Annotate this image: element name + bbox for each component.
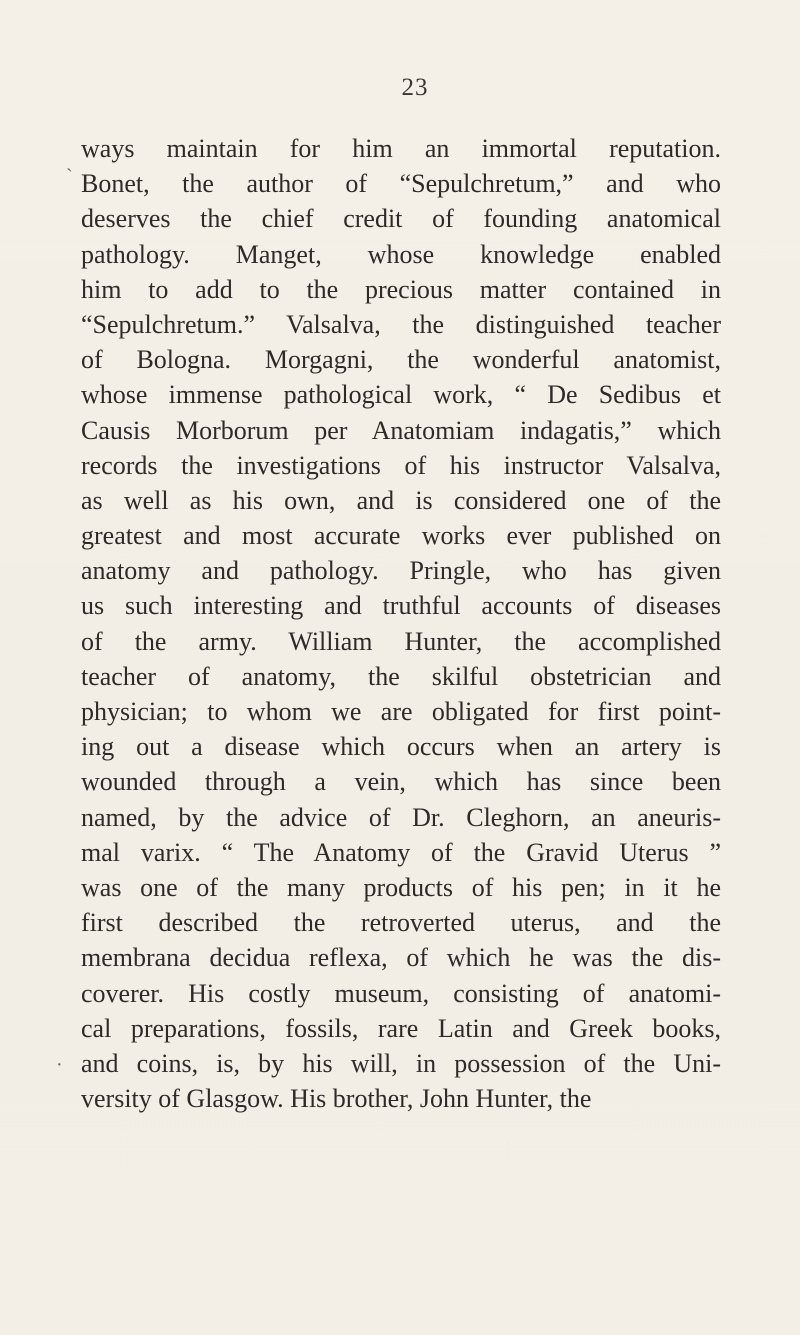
text-line: mal varix. “ The Anatomy of the Gravid Uterus ” bbox=[81, 837, 721, 867]
text-line: first described the retroverted uterus, and the bbox=[81, 908, 721, 938]
text-line: coverer. His costly museum, consisting of anatomi- bbox=[81, 978, 721, 1008]
margin-dot: · bbox=[56, 1054, 63, 1076]
text-line: of the army. William Hunter, the accomplished bbox=[81, 626, 721, 656]
text-line: membrana decidua reflexa, of which he was the dis- bbox=[81, 943, 721, 973]
text-line: of Bologna. Morgagni, the wonderful anatomist, bbox=[81, 345, 721, 375]
text-line: cal preparations, fossils, rare Latin and Greek books, bbox=[81, 1013, 721, 1043]
text-line: whose immense pathological work, “ De Sedibus et bbox=[81, 380, 721, 410]
text-line: Causis Morborum per Anatomiam indagatis,” which bbox=[81, 415, 721, 445]
text-line: ways maintain for him an immortal reputation. bbox=[81, 134, 721, 163]
text-line: deserves the chief credit of founding anatomical bbox=[81, 204, 721, 234]
text-line: was one of the many products of his pen; in it he bbox=[81, 872, 721, 902]
text-line: ing out a disease which occurs when an artery is bbox=[81, 732, 721, 762]
text-line: him to add to the precious matter contained in bbox=[81, 274, 721, 304]
text-line: us such interesting and truthful accounts of diseases bbox=[81, 591, 721, 621]
body-text bbox=[81, 131, 721, 1116]
text-line: Bonet, the author of “Sepulchretum,” and who bbox=[81, 169, 721, 199]
text-line: and coins, is, by his will, in possession of the Uni- bbox=[81, 1048, 721, 1078]
text-line: named, by the advice of Dr. Cleghorn, an aneuris- bbox=[81, 802, 721, 832]
text-line: wounded through a vein, which has since been bbox=[81, 767, 721, 797]
margin-tick: ˏ bbox=[66, 150, 73, 172]
text-line: versity of Glasgow. His brother, John Hunter, the bbox=[81, 1084, 592, 1114]
text-line: physician; to whom we are obligated for first point- bbox=[81, 697, 721, 726]
text-line: “Sepulchretum.” Valsalva, the distinguished teacher bbox=[81, 309, 721, 339]
page-number: 23 bbox=[401, 74, 429, 101]
text-line: greatest and most accurate works ever published on bbox=[81, 521, 721, 551]
text-line: as well as his own, and is considered one of the bbox=[81, 485, 721, 515]
text-line: records the investigations of his instructor Valsalva, bbox=[81, 450, 721, 480]
text-line: teacher of anatomy, the skilful obstetrician and bbox=[81, 661, 721, 691]
text-line: pathology. Manget, whose knowledge enabled bbox=[81, 239, 721, 269]
text-line: anatomy and pathology. Pringle, who has given bbox=[81, 556, 721, 586]
